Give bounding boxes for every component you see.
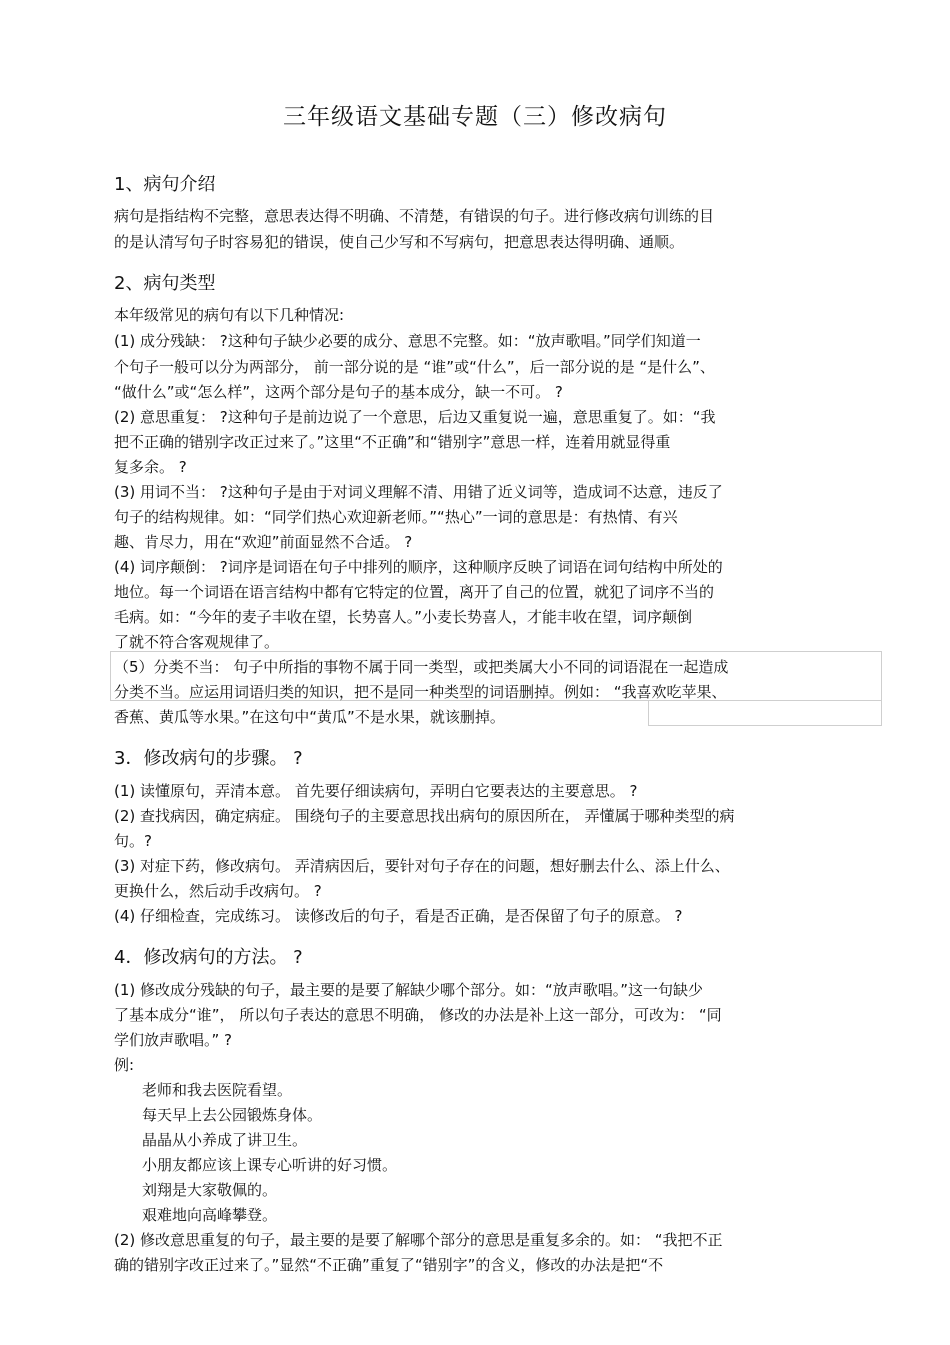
s2-line-16: 分类不当。应运用词语归类的知识，把不是同一种类型的词语删掉。例如： “我喜欢吃苹果、 [114,683,727,701]
section-1-heading: 1、病句介绍 [114,174,216,195]
section-4-heading: 4．修改病句的方法。 ? [114,947,303,968]
example-sentence-1: 老师和我去医院看望。 [142,1081,293,1099]
example-sentence-2: 每天早上去公园锻炼身体。 [142,1106,323,1124]
section-2-heading: 2、病句类型 [114,273,216,294]
s1-line-1: 病句是指结构不完整，意思表达得不明确、不清楚，有错误的句子。进行修改病句训练的目 [114,207,715,225]
s4-line-2: 了基本成分“谁”， 所以句子表达的意思不明确， 修改的办法是补上这一部分，可改为： “同 [114,1006,722,1024]
s4-line-4: 例: [114,1056,135,1074]
s2-line-11: (4) 词序颠倒： ?词序是词语在句子中排列的顺序，这种顺序反映了词语在词句结构中所处的 [114,558,723,576]
s4-tail-line-2: 确的错别字改正过来了。”显然“不正确”重复了“错别字”的含义，修改的办法是把“不 [114,1256,664,1274]
s3-line-2: (2) 查找病因，确定病症。 围绕句子的主要意思找出病句的原因所在， 弄懂属于哪种类型的病 [114,807,735,825]
s2-line-5: (2) 意思重复： ?这种句子是前边说了一个意思，后边又重复说一遍，意思重复了。如：“我 [114,408,716,426]
s2-line-9: 句子的结构规律。如：“同学们热心欢迎新老师。”“热心”一词的意思是：有热情、有兴 [114,508,678,526]
s2-line-8: (3) 用词不当： ?这种句子是由于对词义理解不清、用错了近义词等，造成词不达意，违反了 [114,483,723,501]
highlight-box-tail [648,700,882,726]
s4-line-3: 学们放声歌唱。” ? [114,1031,233,1049]
example-sentence-5: 刘翔是大家敬佩的。 [142,1181,278,1199]
s2-line-3: 个句子一般可以分为两部分， 前一部分说的是 “谁”或“什么”，后一部分说的是 “是什么”、 [114,358,715,376]
example-sentence-6: 艰难地向高峰攀登。 [142,1206,278,1224]
document-title: 三年级语文基础专题（三）修改病句 [283,104,667,130]
s2-line-4: “做什么”或“怎么样”，这两个部分是句子的基本成分，缺一不可。 ? [114,383,563,401]
section-3-heading: 3．修改病句的步骤。 ? [114,748,303,769]
s4-tail-line-1: (2) 修改意思重复的句子，最主要的是要了解哪个部分的意思是重复多余的。如： “我把不正 [114,1231,723,1249]
s2-line-17: 香蕉、黄瓜等水果。”在这句中“黄瓜”不是水果，就该删掉。 [114,708,505,726]
s2-line-6: 把不正确的错别字改正过来了。”这里“不正确”和“错别字”意思一样，连着用就显得重 [114,433,671,451]
s4-line-1: (1) 修改成分残缺的句子，最主要的是要了解缺少哪个部分。如：“放声歌唱。”这一句缺少 [114,981,704,999]
s3-line-6: (4) 仔细检查，完成练习。 读修改后的句子，看是否正确，是否保留了句子的原意。 ? [114,907,683,925]
s2-line-14: 了就不符合客观规律了。 [114,633,280,651]
example-sentence-3: 晶晶从小养成了讲卫生。 [142,1131,308,1149]
s1-line-2: 的是认清写句子时容易犯的错误，使自己少写和不写病句，把意思表达得明确、通顺。 [114,233,685,251]
s2-line-15: （5）分类不当： 句子中所指的事物不属于同一类型，或把类属大小不同的词语混在一起造成 [114,658,729,676]
s3-line-3: 句。? [114,832,152,850]
s3-line-5: 更换什么，然后动手改病句。 ? [114,882,322,900]
s2-line-1: 本年级常见的病句有以下几种情况: [114,306,345,324]
s3-line-1: (1) 读懂原句，弄清本意。 首先要仔细读病句，弄明白它要表达的主要意思。 ? [114,782,638,800]
example-sentence-4: 小朋友都应该上课专心听讲的好习惯。 [142,1156,398,1174]
s2-line-12: 地位。每一个词语在语言结构中都有它特定的位置，离开了自己的位置，就犯了词序不当的 [114,583,715,601]
s2-line-10: 趣、肯尽力，用在“欢迎”前面显然不合适。 ? [114,533,413,551]
s2-line-2: (1) 成分残缺： ?这种句子缺少必要的成分、意思不完整。如：“放声歌唱。”同学们知道一 [114,332,701,350]
s2-line-13: 毛病。如：“今年的麦子丰收在望，长势喜人。”小麦长势喜人，才能丰收在望，词序颠倒 [114,608,693,626]
s3-line-4: (3) 对症下药，修改病句。 弄清病因后，要针对句子存在的问题，想好删去什么、添上什么、 [114,857,730,875]
s2-line-7: 复多余。 ? [114,458,187,476]
